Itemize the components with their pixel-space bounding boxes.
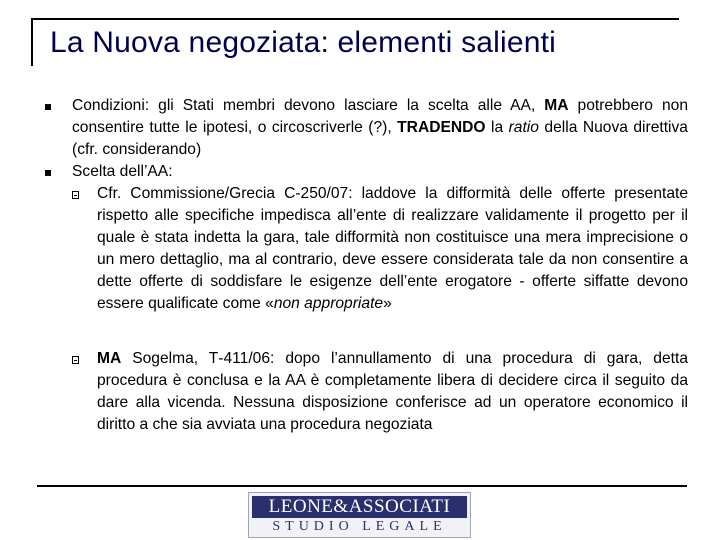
hollow-box-bullet-icon (72, 356, 79, 364)
bold-text-run: TRADENDO (397, 119, 486, 136)
title-frame-left-line (31, 18, 33, 66)
sub-bullet-sogelma (97, 348, 688, 436)
hollow-box-bullet-icon (72, 191, 79, 199)
sub-bullet-commissione-grecia (97, 183, 688, 315)
slide-title: La Nuova negoziata: elementi salienti (50, 26, 557, 59)
bullet-conditions (72, 95, 688, 161)
footer-divider (37, 485, 687, 487)
text-run: Scelta dell’AA: (72, 163, 173, 180)
text-run: Sogelma, T‑411/06: dopo l’annullamento di una procedura di gara, detta procedura è conclusa e la AA è completamente libera di decidere circa il seguito da dare alla vicenda. Nessuna disposizione conferisce ad un operatore economico il diritto a che sia avviata una procedura negoziata (97, 350, 688, 433)
text-run: della Nuova direttiva (cfr. considerando) (72, 119, 688, 158)
text-run: la (485, 119, 509, 136)
text-run: Condizioni: gli Stati membri devono lasciare la scelta alle AA, (72, 97, 545, 114)
bold-text-run: MA (544, 97, 569, 114)
text-run: potrebbero non consentire tutte le ipotesi, o circoscriverle (?), (72, 97, 688, 136)
italic-text-run: non appropriate (273, 295, 384, 312)
filled-square-bullet-icon (45, 170, 51, 176)
firm-logo (248, 492, 471, 538)
logo-subtitle: STUDIO LEGALE (272, 519, 447, 534)
italic-text-run: ratio (508, 119, 539, 136)
text-run: Cfr. Commissione/Grecia C-250/07: laddove la difformità delle offerte presentate rispetto alle specifiche impedisca all’ente di realizzare validamente il progetto per il quale è stata indetta la gara, tale difformità non costituisce una mera imprecisione o un mero dettaglio, ma al contrario, deve essere considerata tale da non consentire a dette offerte di soddisfare le esigenze dell’ente erogatore - offerte siffatte devono essere qualificate come « (97, 185, 688, 312)
bullet-choice (72, 161, 688, 183)
text-run: » (383, 295, 392, 312)
filled-square-bullet-icon (45, 104, 51, 110)
title-frame-top-line (31, 18, 679, 20)
bold-text-run: MA (97, 350, 122, 367)
logo-firm-name: LEONE&ASSOCIATI (252, 496, 467, 518)
